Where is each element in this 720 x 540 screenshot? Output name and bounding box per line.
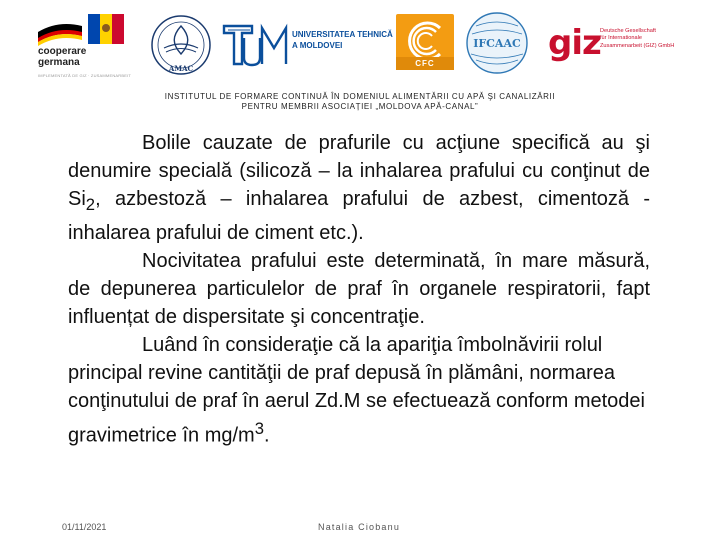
- paragraph-dust-harmfulness: Nocivitatea prafului este determinată, în mare măsură, de depunerea particulelor de praf în organele respiratorii, fapt influențat de dispersitate şi concentraţie.: [68, 250, 650, 328]
- flags-icon: [38, 12, 130, 46]
- amac-logo: [150, 14, 212, 76]
- giz-label: Deutsche Gesellschaft für Internationale Zusammenarbeit (GIZ) GmbH: [600, 28, 675, 49]
- institution-line-1: INSTITUTUL DE FORMARE CONTINUĂ ÎN DOMENIUL ALIMENTĂRII CU APĂ ŞI CANALIZĂRII: [164, 92, 556, 101]
- footer-date: 01/11/2021: [62, 522, 107, 532]
- amac-label: AMAC: [168, 64, 194, 73]
- utm-logo: [222, 20, 393, 70]
- institution-line-2: PENTRU MEMBRII ASOCIAȚIEI „MOLDOVA APĂ-CANAL”: [241, 102, 479, 111]
- footer-author: Natalia Ciobanu: [318, 522, 401, 532]
- cooperation-subline: IMPLEMENTATĂ DE GIZ · ZUSAMMENARBEIT: [38, 73, 132, 78]
- cfc-logo: [396, 14, 454, 70]
- giz-mark: giz: [548, 23, 601, 63]
- utm-monogram-icon: [222, 20, 292, 70]
- german-cooperation-logo: [38, 12, 130, 78]
- cfc-label: CFC: [415, 59, 435, 68]
- institution-header: [100, 92, 620, 112]
- logo-bar: [0, 0, 720, 86]
- paragraph-dust-diseases: Bolile cauzate de prafurile cu acţiune specifică au şi denumire specială (silicoză – la inhalarea prafului cu conţinut de $Si_2$, azbestoză – inhalarea prafului de azbest, cimentoză - inhalarea prafului de ciment etc.).: [68, 132, 650, 244]
- formula-subscript: 2: [85, 195, 96, 214]
- paragraph-dust-norms: Luând în consideraţie că la apariţia îmbolnăvirii rolul principal revine cantităţii de praf depusă în plămâni, normarea conţinutului de praf în aerul Zd.M se efectuează conform metodei gravimetrice în $mg/m^3$.: [68, 334, 645, 447]
- slide-body: [68, 129, 650, 450]
- unit-superscript: 3: [254, 419, 264, 438]
- ifcaac-label: IFCAAC: [473, 37, 521, 50]
- utm-label: UNIVERSITATEA TEHNICĂ A MOLDOVEI: [292, 30, 393, 50]
- cooperation-label: cooperare germana: [38, 46, 87, 68]
- giz-logo: [548, 22, 714, 68]
- ifcaac-logo: [466, 12, 528, 74]
